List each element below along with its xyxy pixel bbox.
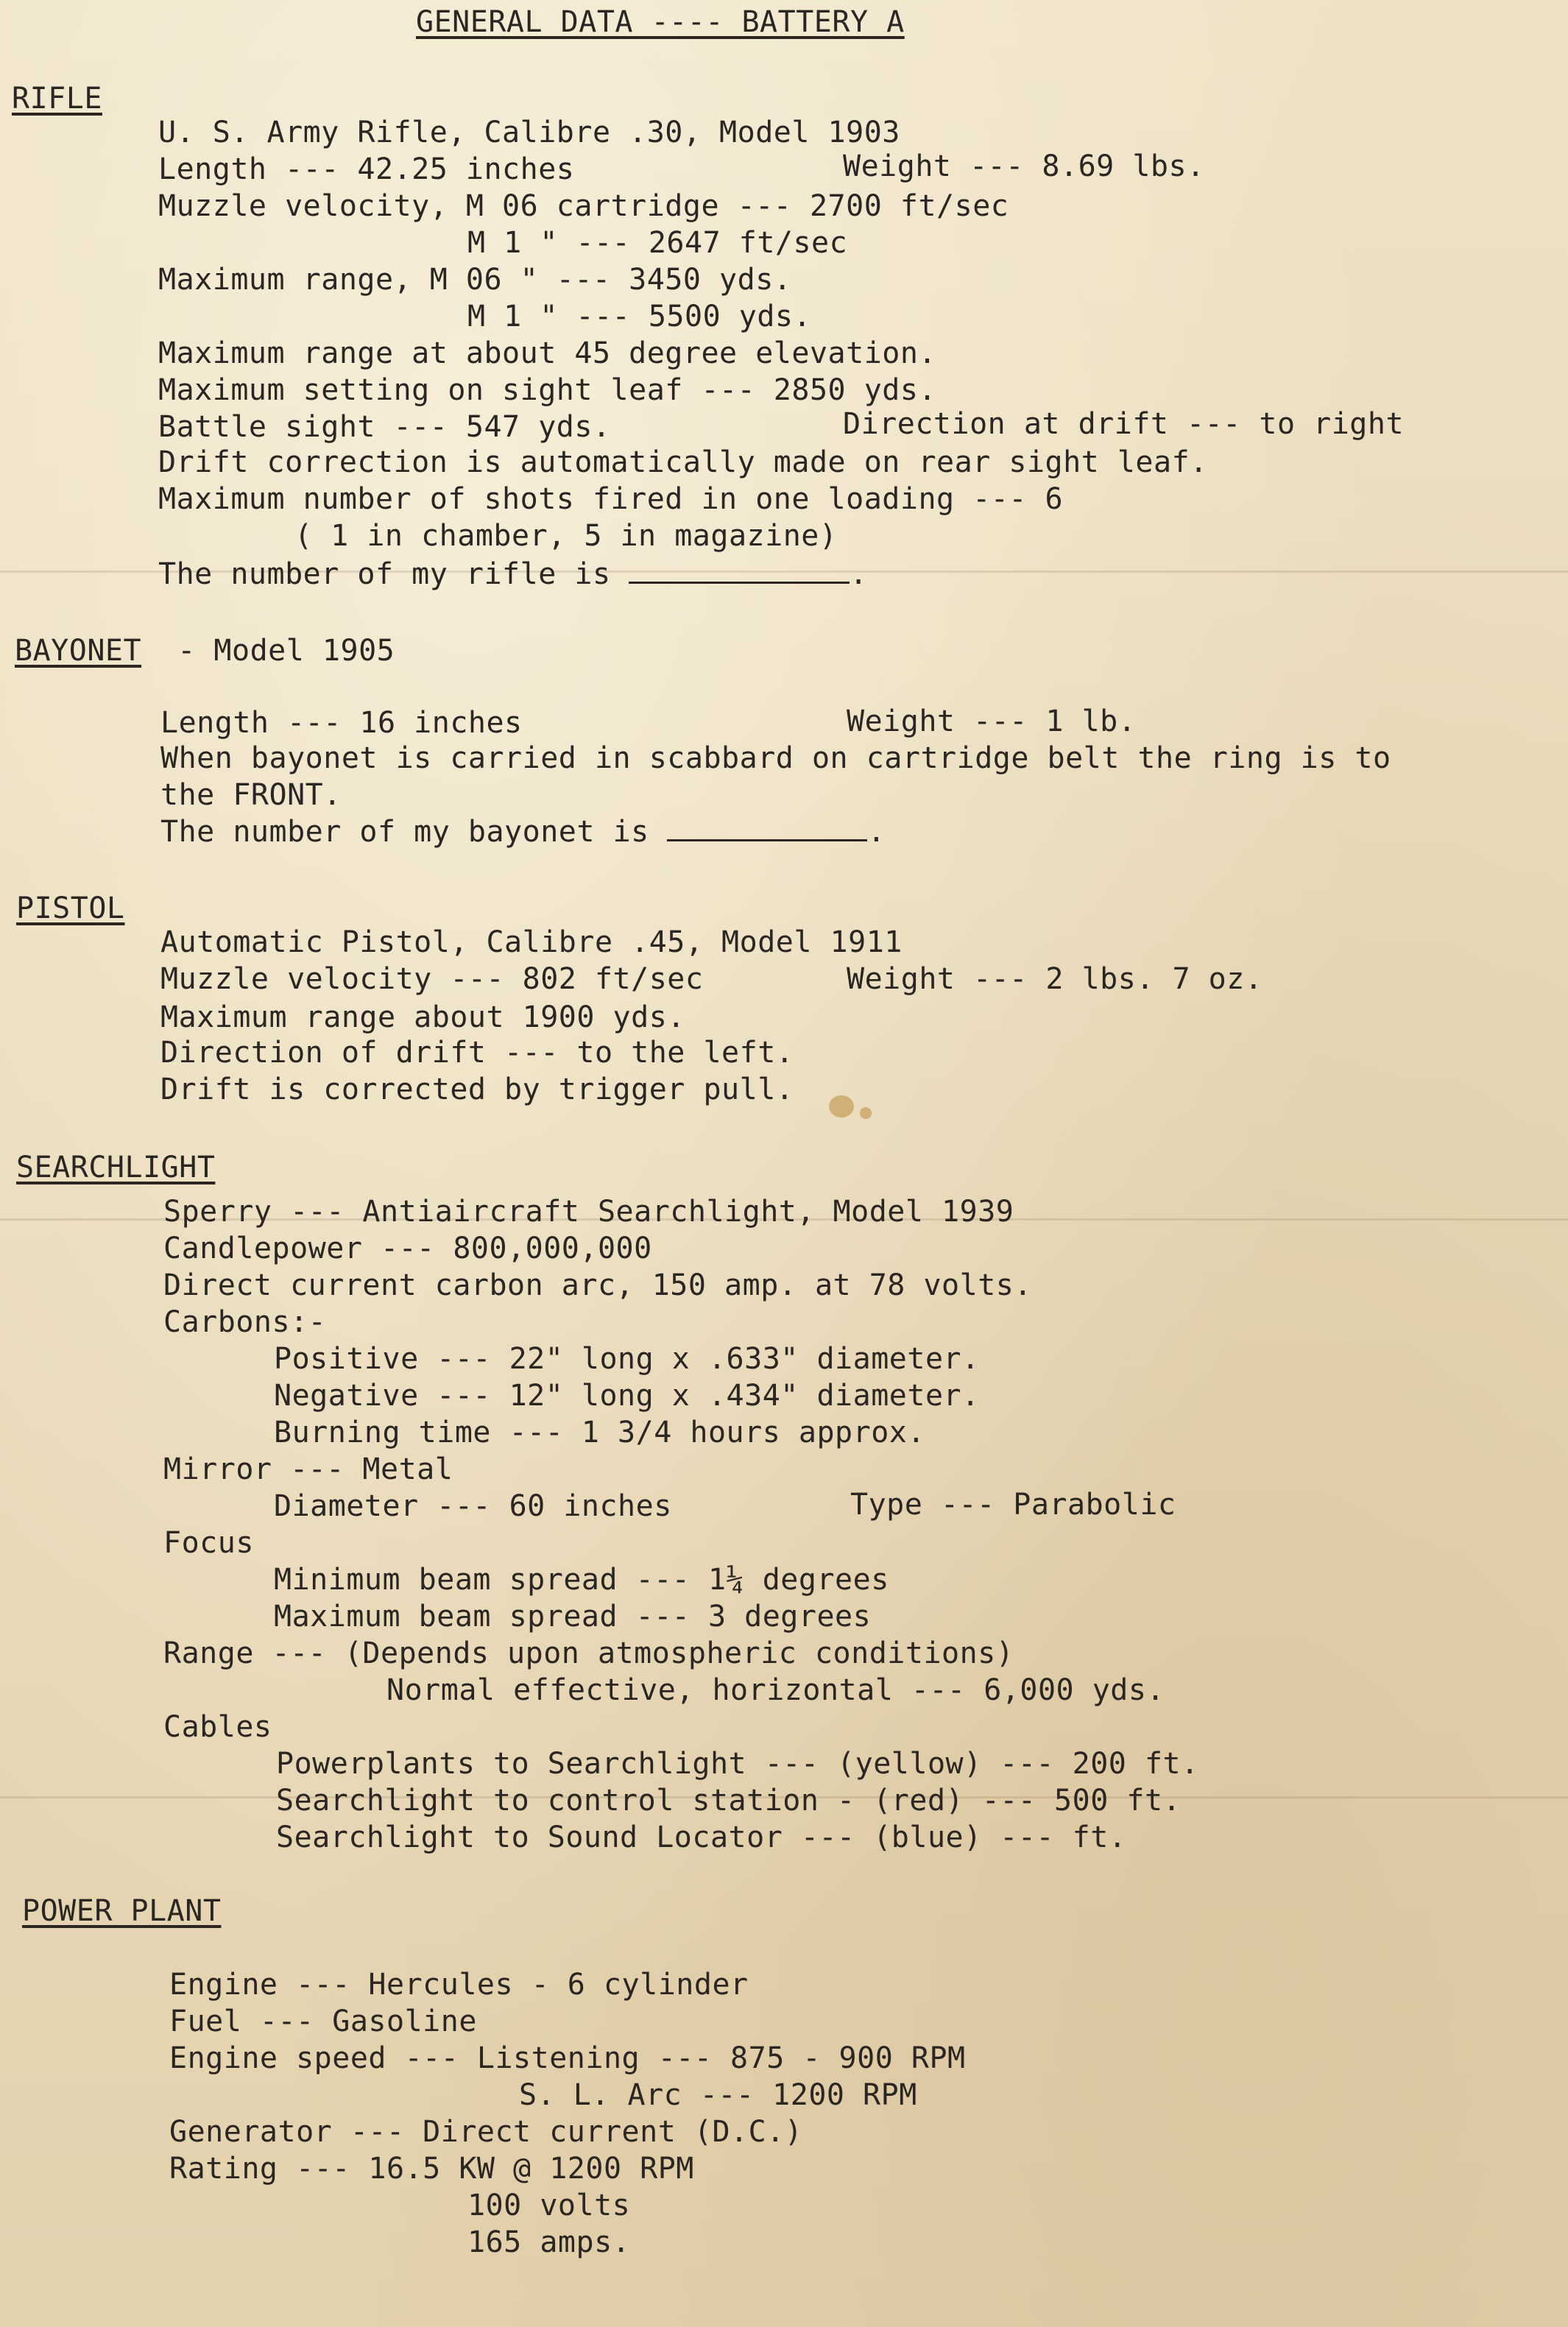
searchlight-range-effective: Normal effective, horizontal --- 6,000 yds.: [386, 1673, 1165, 1707]
rifle-drift-direction: Direction at drift --- to right: [843, 407, 1405, 441]
searchlight-range: Range --- (Depends upon atmospheric conditions): [163, 1636, 1014, 1670]
searchlight-focus: Focus: [163, 1526, 254, 1560]
rifle-weight: Weight --- 8.69 lbs.: [843, 149, 1205, 183]
bayonet-length: Length --- 16 inches: [160, 706, 523, 740]
searchlight-cable-powerplant: Powerplants to Searchlight --- (yellow) --- 200 ft.: [276, 1747, 1199, 1781]
rifle-max-shots-note: ( 1 in chamber, 5 in magazine): [294, 519, 838, 553]
bayonet-number-blank: [667, 816, 867, 841]
pistol-weight: Weight --- 2 lbs. 7 oz.: [847, 962, 1263, 996]
power-plant-speed-listening: Engine speed --- Listening --- 875 - 900 RPM: [169, 2041, 966, 2075]
searchlight-diameter: Diameter --- 60 inches: [274, 1489, 672, 1523]
page-title: GENERAL DATA ---- BATTERY A: [416, 5, 905, 39]
searchlight-heading: SEARCHLIGHT: [16, 1151, 216, 1184]
bayonet-weight: Weight --- 1 lb.: [847, 705, 1137, 738]
rifle-range-m06: Maximum range, M 06 " --- 3450 yds.: [158, 263, 792, 297]
power-plant-rating: Rating --- 16.5 KW @ 1200 RPM: [169, 2152, 694, 2186]
pistol-drift-direction: Direction of drift --- to the left.: [160, 1036, 794, 1070]
power-plant-speed-arc: S. L. Arc --- 1200 RPM: [519, 2078, 917, 2112]
searchlight-cables: Cables: [163, 1710, 272, 1744]
searchlight-candlepower: Candlepower --- 800,000,000: [163, 1232, 652, 1265]
rifle-muzzle-velocity-m1: M 1 " --- 2647 ft/sec: [467, 226, 848, 260]
rifle-max-shots: Maximum number of shots fired in one loading --- 6: [158, 482, 1064, 516]
searchlight-current: Direct current carbon arc, 150 amp. at 78 volts.: [163, 1268, 1032, 1302]
power-plant-volts: 100 volts: [467, 2189, 631, 2222]
rifle-battle-sight: Battle sight --- 547 yds.: [158, 410, 611, 444]
rifle-elevation: Maximum range at about 45 degree elevation.: [158, 336, 937, 370]
searchlight-min-beam-spread: Minimum beam spread --- 1¼ degrees: [274, 1563, 889, 1597]
pistol-model: Automatic Pistol, Calibre .45, Model 1911: [160, 925, 903, 959]
searchlight-burning-time: Burning time --- 1 3/4 hours approx.: [274, 1416, 925, 1449]
searchlight-positive-carbon: Positive --- 22" long x .633" diameter.: [274, 1342, 980, 1376]
ink-stain: [860, 1107, 872, 1119]
searchlight-model: Sperry --- Antiaircraft Searchlight, Model 1939: [163, 1195, 1014, 1229]
power-plant-engine: Engine --- Hercules - 6 cylinder: [169, 1968, 749, 2002]
bayonet-carry-line-1: When bayonet is carried in scabbard on cartridge belt the ring is to: [160, 741, 1391, 775]
searchlight-mirror-type: Type --- Parabolic: [850, 1488, 1176, 1522]
searchlight-max-beam-spread: Maximum beam spread --- 3 degrees: [274, 1600, 872, 1634]
rifle-sight-leaf: Maximum setting on sight leaf --- 2850 yds.: [158, 373, 937, 407]
bayonet-carry-line-2: the FRONT.: [160, 778, 342, 812]
power-plant-generator: Generator --- Direct current (D.C.): [169, 2115, 803, 2149]
rifle-drift-correction: Drift correction is automatically made on rear sight leaf.: [158, 445, 1208, 479]
rifle-model: U. S. Army Rifle, Calibre .30, Model 1903: [158, 116, 900, 149]
power-plant-amps: 165 amps.: [467, 2225, 631, 2259]
rifle-range-m1: M 1 " --- 5500 yds.: [467, 300, 812, 333]
searchlight-cable-sound-locator: Searchlight to Sound Locator --- (blue) --- ft.: [276, 1821, 1127, 1854]
searchlight-carbons: Carbons:-: [163, 1305, 327, 1339]
bayonet-heading: BAYONET: [15, 634, 142, 668]
pistol-drift-correction: Drift is corrected by trigger pull.: [160, 1073, 794, 1106]
bayonet-number-line: The number of my bayonet is .: [160, 815, 886, 849]
power-plant-heading: POWER PLANT: [22, 1894, 222, 1928]
rifle-length: Length --- 42.25 inches: [158, 152, 575, 186]
rifle-number-line: The number of my rifle is .: [158, 557, 868, 591]
power-plant-fuel: Fuel --- Gasoline: [169, 2005, 477, 2038]
searchlight-negative-carbon: Negative --- 12" long x .434" diameter.: [274, 1379, 980, 1413]
pistol-muzzle-velocity: Muzzle velocity --- 802 ft/sec: [160, 962, 704, 996]
searchlight-mirror: Mirror --- Metal: [163, 1452, 453, 1486]
rifle-number-blank: [629, 558, 850, 584]
pistol-heading: PISTOL: [16, 891, 125, 925]
rifle-heading: RIFLE: [12, 82, 102, 116]
bayonet-model: - Model 1905: [177, 634, 395, 668]
bayonet-title-line: [15, 633, 395, 668]
pistol-max-range: Maximum range about 1900 yds.: [160, 1000, 685, 1034]
searchlight-cable-control-station: Searchlight to control station - (red) --- 500 ft.: [276, 1784, 1182, 1818]
rifle-muzzle-velocity-m06: Muzzle velocity, M 06 cartridge --- 2700 ft/sec: [158, 189, 1009, 223]
ink-stain: [829, 1095, 854, 1117]
